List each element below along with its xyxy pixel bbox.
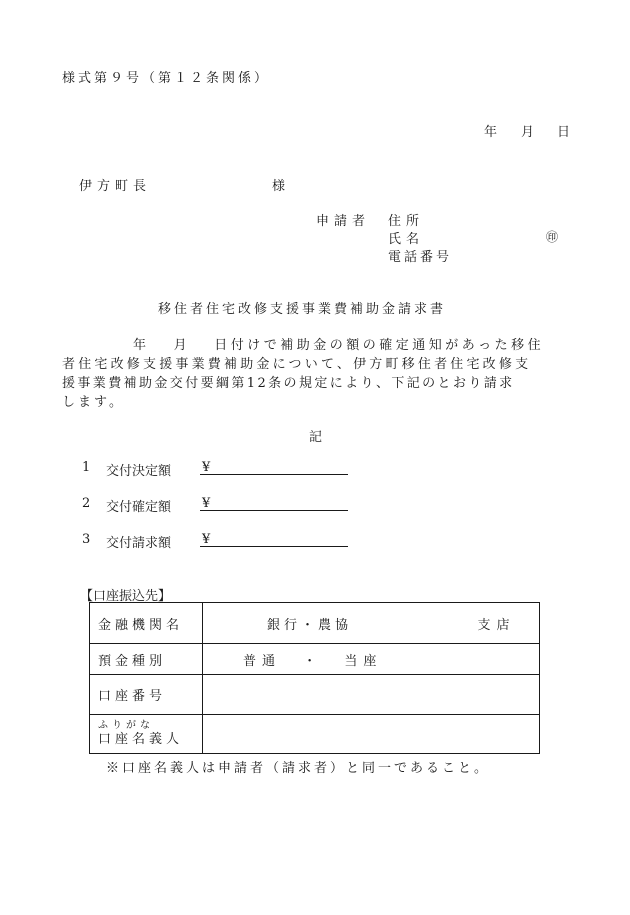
bank-section-heading: 【口座振込先】 xyxy=(80,589,172,604)
applicant-label: 申請者 xyxy=(316,214,371,229)
table-row xyxy=(90,644,540,675)
body-line-3: 援事業費補助金交付要綱第12条の規定により、下記のとおり請求 xyxy=(62,376,515,391)
date-month: 月 xyxy=(521,125,535,140)
bank-note: ※口座名義人は申請者（請求者）と同一であること。 xyxy=(106,761,491,776)
holder-name-field[interactable] xyxy=(203,715,540,754)
form-number: 様式第９号（第１２条関係） xyxy=(62,71,271,86)
phone-label: 電話番号 xyxy=(388,250,453,265)
holder-furigana: ふりがな xyxy=(98,720,154,731)
table-row xyxy=(90,715,540,754)
amount-line xyxy=(200,510,348,511)
addressee-suffix: 様 xyxy=(272,179,286,194)
option-ordinary: 普通 xyxy=(243,653,282,669)
body-line-2: 者住宅改修支援事業費補助金について、伊方町移住者住宅改修支 xyxy=(62,357,532,372)
account-number-field[interactable] xyxy=(203,675,540,715)
name-label: 氏名 xyxy=(388,232,425,247)
item-label: 交付請求額 xyxy=(106,536,172,551)
document-title: 移住者住宅改修支援事業費補助金請求書 xyxy=(158,302,447,317)
yen-sign: ¥ xyxy=(202,496,211,511)
option-separator: ・ xyxy=(303,653,317,669)
addressee-name: 伊方町長 xyxy=(79,179,152,194)
bank-type-text: 銀行・農協 xyxy=(267,617,353,633)
table-row xyxy=(90,675,540,715)
account-type-field[interactable] xyxy=(203,644,540,675)
body-line-1: 年 月 日付けで補助金の額の確定通知があった移住 xyxy=(133,338,545,353)
table-row xyxy=(90,603,540,644)
ki-label: 記 xyxy=(309,430,323,445)
option-current: 当座 xyxy=(344,653,383,669)
seal-mark: ㊞ xyxy=(546,230,559,244)
account-number-label: 口座番号 xyxy=(90,675,203,715)
item-number: 1 xyxy=(82,460,91,475)
amount-line xyxy=(200,546,348,547)
yen-sign: ¥ xyxy=(202,532,211,547)
item-number: 2 xyxy=(82,496,91,511)
holder-label: 口座名義人 xyxy=(98,732,184,747)
date-year: 年 xyxy=(484,125,498,140)
branch-text: 支店 xyxy=(477,617,516,633)
institution-label: 金融機関名 xyxy=(90,603,203,644)
holder-label-cell xyxy=(90,715,203,754)
date-day: 日 xyxy=(557,125,571,140)
yen-sign: ¥ xyxy=(202,460,211,475)
amount-line xyxy=(200,474,348,475)
item-label: 交付決定額 xyxy=(106,464,172,479)
institution-field[interactable] xyxy=(203,603,540,644)
bank-account-table xyxy=(89,602,540,754)
item-label: 交付確定額 xyxy=(106,500,172,515)
body-line-4: します。 xyxy=(62,395,125,410)
account-type-label: 預金種別 xyxy=(90,644,203,675)
item-number: 3 xyxy=(82,532,91,547)
address-label: 住所 xyxy=(388,214,425,229)
